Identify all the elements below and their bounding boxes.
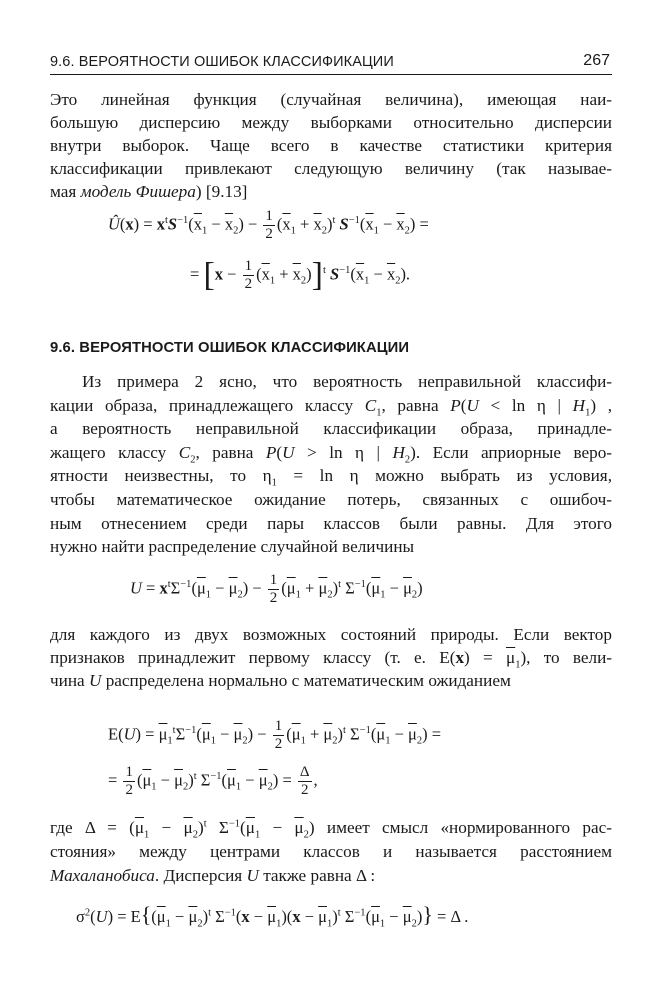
- running-title: 9.6. ВЕРОЯТНОСТИ ОШИБОК КЛАССИФИКАЦИИ: [50, 54, 394, 70]
- equation-fisher-statistic-cont: = [x − $\frac{1}{2}$ $(\overline{x}_1 + \overline{x}_2)]^t$ $S^{-1}(\overline{x}_1 - \overline{x}_2)$.: [190, 256, 411, 294]
- text-line: чина U распределена нормально с математическим ожиданием: [50, 671, 511, 690]
- text-line: стояния» между центрами классов и называется расстоянием: [50, 842, 612, 861]
- text-line: классификации привлекают следующую величину (так называе-: [50, 159, 612, 178]
- text-line: внутри выборок. Чаще всего в качестве статистики критерия: [50, 136, 612, 155]
- page-number: 267: [583, 52, 610, 69]
- running-header: [50, 52, 612, 75]
- text-line: признаков принадлежит первому классу (т. е. $E(x) = \overline{\mu}_1$), то вели-: [50, 648, 612, 671]
- text-line: нужно найти распределение случайной величины: [50, 537, 415, 557]
- text-line: для каждого из двух возможных состояний природы. Если вектор: [50, 625, 612, 644]
- paragraph-expectation: [50, 623, 612, 692]
- text-line: кации образа, принадлежащего классу $C_1$, равна P(U < ln η | $H_1$) ,: [50, 395, 613, 419]
- equation-expectation-u: $E(U) = \overline{\mu}_1^t\Sigma^{-1}(\overline{\mu}_1 - \overline{\mu}_2)$ − $\frac{1}{2}$ $(\overline{\mu}_1 + \overline{\mu}_2)^t$ $\Sigma^{-1}(\overline{\mu}_1 - \overline{\mu}_2)$ =: [108, 718, 442, 752]
- equation-variance-u: $\sigma^2(U) = E\{(\overline{\mu}_1 - \overline{\mu}_2)^t$ $\Sigma^{-1}(x - \overline{\mu}_1)(x - \overline{\mu}_1)^t$ $\Sigma^{-1}(\overline{\mu}_1 - \overline{\mu}_2)\} = \Delta$ .: [76, 902, 469, 930]
- text-line: жащего классу $C_2$, равна P(U > ln η | $H_2$). Если априорные веро-: [50, 442, 613, 466]
- term-mahalanobis: Махаланобиса: [50, 866, 155, 885]
- text-line: мая модель Фишера) [9.13]: [50, 182, 248, 201]
- term-fisher-model: модель Фишера: [80, 182, 196, 201]
- paragraph-error-probabilities: [50, 370, 612, 559]
- text-line: чтобы математическое ожидание потерь, связанных с ошибоч-: [50, 489, 612, 509]
- equation-fisher-statistic: Û(x) = $x^tS^{-1}(\overline{x}_1 - \overline{x}_2)$ − $\frac{1}{2}$ $(\overline{x}_1 + \overline{x}_2)^t$ $S^{-1}(\overline{x}_1 - \overline{x}_2)$ =: [108, 208, 429, 242]
- text-line: ятности неизвестны, то $\eta_1 = \ln \eta$ можно выбрать из условия,: [50, 466, 612, 489]
- equation-random-variable-u: $U = x^t\Sigma^{-1}(\overline{\mu}_1 - \overline{\mu}_2)$ − $\frac{1}{2}$ $(\overline{\mu}_1 + \overline{\mu}_2)^t$ $\Sigma^{-1}(\overline{\mu}_1 - \overline{\mu}_2)$: [130, 572, 423, 606]
- paragraph-fisher-intro: [50, 88, 612, 203]
- text-line: Из примера 2 ясно, что вероятность неправильной классифи-: [82, 372, 612, 391]
- text-line: Это линейная функция (случайная величина), имеющая наи-: [50, 90, 612, 109]
- text-line: где $\Delta = (\overline{\mu}_1 - \overline{\mu}_2)^t$ $\Sigma^{-1}(\overline{\mu}_1 - \overline{\mu}_2)$ имеет смысл «нормированного рас-: [50, 818, 612, 841]
- paragraph-mahalanobis: [50, 816, 612, 888]
- text-line: а вероятность неправильной классификации образа, принадле-: [50, 419, 612, 439]
- text-line: ным отнесением среди пары классов были равны. Для этого: [50, 513, 612, 533]
- text-line: большую дисперсию между выборками относительно дисперсии: [50, 113, 612, 132]
- text-line: Махаланобиса. Дисперсия U также равна Δ :: [50, 866, 376, 885]
- section-heading: 9.6. ВЕРОЯТНОСТИ ОШИБОК КЛАССИФИКАЦИИ: [50, 340, 410, 356]
- equation-expectation-u-cont: = $\frac{1}{2}$ $(\overline{\mu}_1 - \overline{\mu}_2)^t$ $\Sigma^{-1}(\overline{\mu}_1 - \overline{\mu}_2)$ = $\frac{\Delta}{2}$ ,: [108, 764, 318, 798]
